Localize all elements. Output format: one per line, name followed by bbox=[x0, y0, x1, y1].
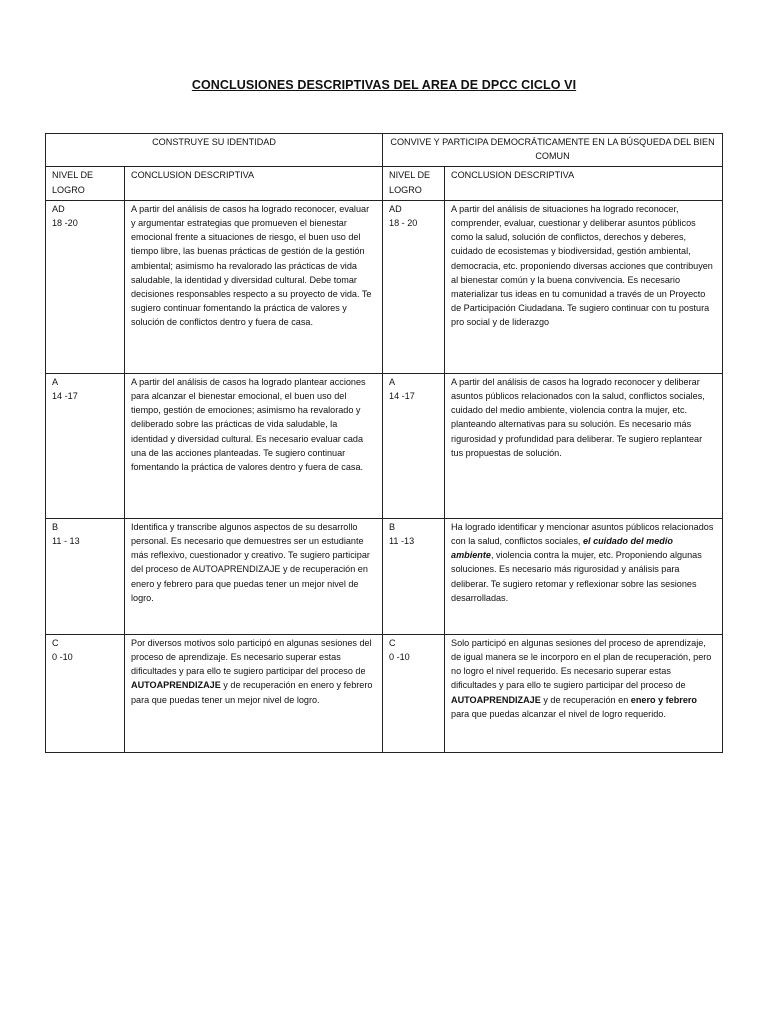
conclusion-text: para que puedas alcanzar el nivel de logro requerido. bbox=[451, 708, 666, 719]
table-row bbox=[46, 373, 723, 518]
level-range: 0 -10 bbox=[52, 652, 73, 663]
level-code: A bbox=[389, 376, 396, 387]
conclusion-text: y de recuperación en enero y febrero para que puedas tener un mejor nivel de logro. bbox=[131, 680, 373, 705]
conclusion-cell: A partir del análisis de situaciones ha logrado reconocer, comprender, evaluar, cuestionar y deliberar asuntos públicos como la salud, solución de conflictos, derechos y deberes, cuidado de ecosistemas y biodiversidad, gestión ambiental, democracia, etc. proponiendo diversas acciones que contribuyen al bienestar común y la buena convivencia. Es necesario materializar tus ideas en tu comunidad a través de un Proyecto de Participación Ciudadana. Te sugiero continuar con tu postura pro social y de liderazgo bbox=[445, 200, 723, 373]
level-cell bbox=[383, 518, 445, 634]
conclusion-text: Solo participó en algunas sesiones del proceso de aprendizaje, de igual manera se le incorporo en el plan de recuperación, pero no logro el nivel requerido. Es necesario superar estas dificultades y para ello te sugiero participar del proceso de bbox=[451, 637, 712, 691]
sub-header-row bbox=[46, 167, 723, 200]
level-cell bbox=[383, 634, 445, 752]
level-cell bbox=[383, 200, 445, 373]
emphasized-text: enero y febrero bbox=[630, 694, 697, 705]
conclusion-cell: A partir del análisis de casos ha logrado reconocer, evaluar y argumentar estrategias que promueven el bienestar emocional frente a situaciones de riesgo, el buen uso del tiempo libre, las buenas prácticas de gestión de la gestión ambiental; asimismo ha revalorado las prácticas de vida saludable, la identidad y diversidad cultural. Debe tomar decisiones responsables respecto a su proyecto de vida. Te sugiero continuar fomentando la práctica de valores y solución de conflictos dentro y fuera de casa. bbox=[125, 200, 383, 373]
emphasized-text: AUTOAPRENDIZAJE bbox=[131, 680, 221, 691]
conclusion-header: CONCLUSION DESCRIPTIVA bbox=[125, 167, 383, 200]
competency-header-convive: CONVIVE Y PARTICIPA DEMOCRÁTICAMENTE EN LA BÚSQUEDA DEL BIEN COMUN bbox=[383, 134, 723, 167]
level-range: 11 - 13 bbox=[52, 536, 80, 547]
conclusion-text: , violencia contra la mujer, etc. Proponiendo algunas soluciones. Es necesario más rigurosidad y análisis para deliberar. Te sugiero retomar y reflexionar sobre las sesiones desarrolladas. bbox=[451, 550, 702, 603]
level-code: AD bbox=[389, 203, 402, 214]
level-range: 18 - 20 bbox=[389, 218, 418, 229]
conclusion-cell: Identifica y transcribe algunos aspectos de su desarrollo personal. Es necesario que demuestres ser un estudiante más reflexivo, cuestionador y creativo. Te sugiero participar del proceso de AUTOAPRENDIZAJE y de recuperación en enero y febrero para que puedas tener un mejor nivel de logro. bbox=[125, 518, 383, 634]
conclusion-cell bbox=[445, 518, 723, 634]
conclusion-text: y de recuperación en bbox=[540, 694, 631, 705]
document-title: CONCLUSIONES DESCRIPTIVAS DEL AREA DE DPCC CICLO VI bbox=[191, 78, 577, 92]
level-range: 0 -10 bbox=[389, 652, 410, 663]
conclusion-text: Ha logrado identificar y mencionar asuntos públicos relacionados con la salud, conflictos sociales, bbox=[451, 521, 714, 547]
level-range: 18 -20 bbox=[52, 218, 78, 229]
level-code: B bbox=[52, 521, 59, 532]
level-cell bbox=[46, 373, 125, 518]
level-code: A bbox=[52, 376, 59, 387]
level-header: NIVEL DE LOGRO bbox=[46, 167, 125, 200]
conclusion-header: CONCLUSION DESCRIPTIVA bbox=[445, 167, 723, 200]
level-range: 14 -17 bbox=[389, 391, 415, 402]
conclusions-table bbox=[45, 133, 723, 753]
conclusion-cell bbox=[445, 634, 723, 752]
level-cell bbox=[46, 200, 125, 373]
competency-header-row bbox=[46, 134, 723, 167]
level-cell bbox=[46, 634, 125, 752]
table-row bbox=[46, 634, 723, 752]
level-cell bbox=[383, 373, 445, 518]
table-row bbox=[46, 200, 723, 373]
emphasized-text: el cuidado del medio ambiente bbox=[451, 536, 673, 561]
conclusion-cell: A partir del análisis de casos ha logrado reconocer y deliberar asuntos públicos relacionados con la salud, conflictos sociales, cuidado del medio ambiente, violencia contra la mujer, etc. planteando alternativas para su solución. Es necesario más rigurosidad y profundidad para deliberar. Te sugiero replantear tus propuestas de solución. bbox=[445, 373, 723, 518]
competency-header-identidad: CONSTRUYE SU IDENTIDAD bbox=[46, 134, 383, 167]
level-header: NIVEL DE LOGRO bbox=[383, 167, 445, 200]
level-range: 11 -13 bbox=[389, 536, 415, 547]
level-cell bbox=[46, 518, 125, 634]
level-code: C bbox=[389, 637, 396, 648]
level-range: 14 -17 bbox=[52, 391, 78, 402]
level-code: C bbox=[52, 637, 59, 648]
conclusion-text: Por diversos motivos solo participó en algunas sesiones del proceso de aprendizaje. Es necesario superar estas dificultades y para ello te sugiero participar del proceso de bbox=[131, 637, 372, 677]
level-code: AD bbox=[52, 203, 65, 214]
level-code: B bbox=[389, 521, 396, 532]
conclusion-cell bbox=[125, 634, 383, 752]
emphasized-text: AUTOAPRENDIZAJE bbox=[451, 694, 541, 705]
table-row bbox=[46, 518, 723, 634]
conclusion-cell: A partir del análisis de casos ha logrado plantear acciones para alcanzar el bienestar emocional, el buen uso del tiempo, gestión de emociones; asimismo ha revalorado y deliberado sobre las prácticas de vida saludable, la identidad y diversidad cultural. Es necesario evaluar cada una de las acciones planteadas. Te sugiero continuar fomentando la práctica de valores dentro y fuera de casa. bbox=[125, 373, 383, 518]
